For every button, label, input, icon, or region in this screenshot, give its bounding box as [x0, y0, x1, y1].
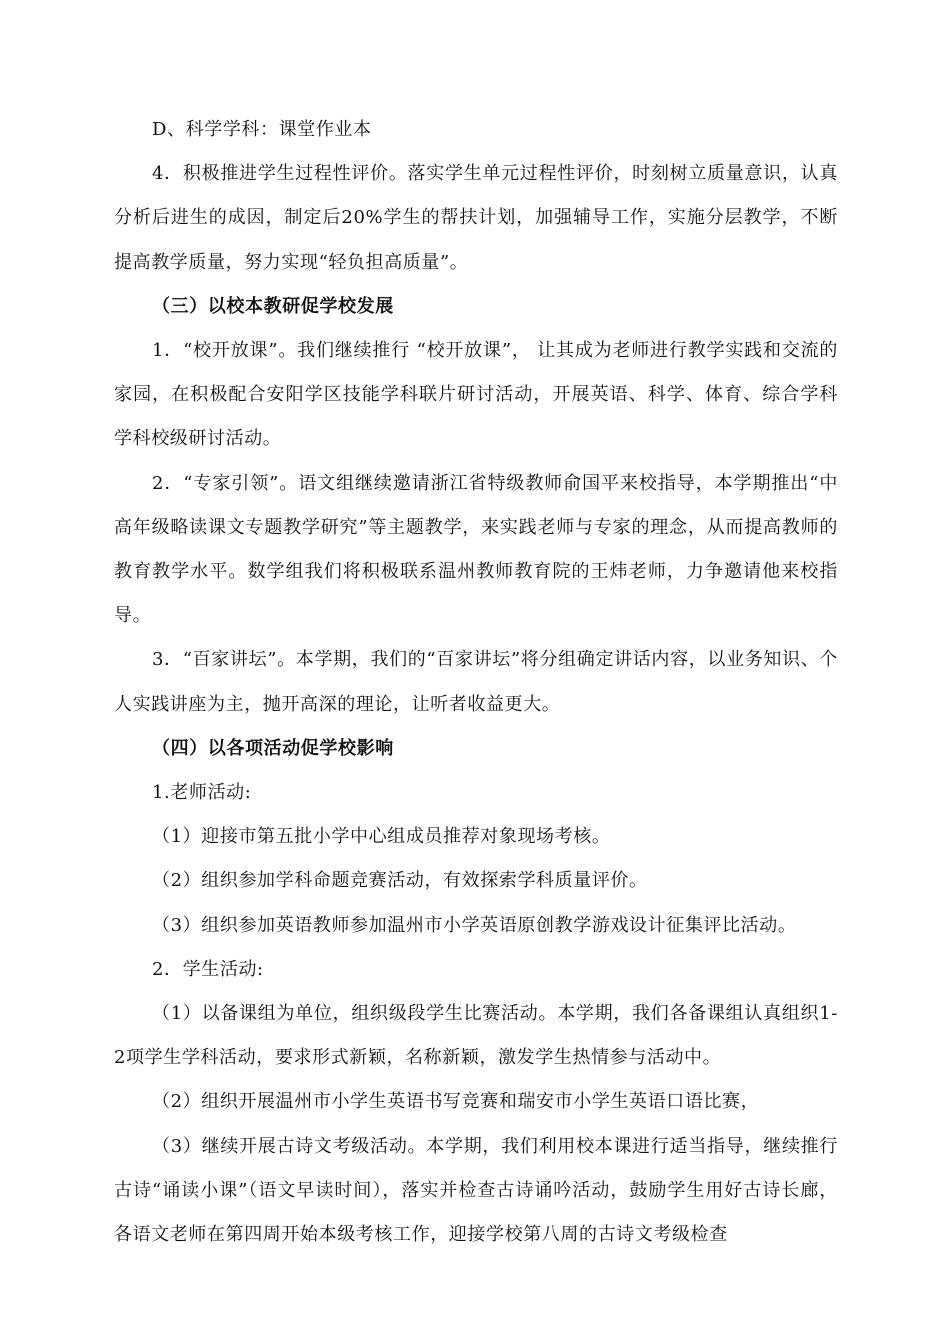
- paragraph-student-activity-2: （2）组织开展温州市小学生英语书写竞赛和瑞安市小学生英语口语比赛，: [152, 1091, 760, 1113]
- paragraph-open-class: 1．“校开放课”。我们继续推行 “校开放课”， 让其成为老师进行教学实践和交流的家园，在积极配合安阳学区技能学科联片研讨活动，开展英语、科学、体育、综合学科学科校级研讨活动。: [114, 340, 838, 450]
- document-body: [114, 108, 838, 1257]
- paragraph-expert-guidance: 2．“专家引领”。语文组继续邀请浙江省特级教师俞国平来校指导，本学期推出“中高年级略读课文专题教学研究”等主题教学，来实践老师与专家的理念，从而提高教师的教育教学水平。数学组我们将积极联系温州教师教育院的王炜老师，力争邀请他来校指导。: [114, 472, 838, 627]
- paragraph-teacher-activity-3: （3）组织参加英语教师参加温州市小学英语原创教学游戏设计征集评比活动。: [152, 914, 797, 936]
- paragraph-student-activities: 2．学生活动:: [152, 958, 264, 980]
- paragraph-student-activity-3: （3）继续开展古诗文考级活动。本学期，我们利用校本课进行适当指导，继续推行古诗“诵读小课”（语文早读时间），落实并检查古诗诵吟活动，鼓励学生用好古诗长廊，各语文老师在第四周开始本级考核工作，迎接学校第八周的古诗文考级检查: [114, 1135, 838, 1246]
- paragraph-teacher-activities: 1.老师活动:: [152, 782, 252, 804]
- section-heading-school-research: （三）以校本教研促学校发展: [152, 295, 394, 317]
- paragraph-teacher-activity-2: （2）组织参加学科命题竞赛活动，有效探索学科质量评价。: [152, 870, 648, 892]
- paragraph-science-homework: D、科学学科：课堂作业本: [152, 119, 372, 140]
- paragraph-teacher-activity-1: （1）迎接市第五批小学中心组成员推荐对象现场考核。: [152, 826, 611, 848]
- paragraph-student-activity-1: （1）以备课组为单位，组织级段学生比赛活动。本学期，我们各备课组认真组织1-2项学生学科活动，要求形式新颖，名称新颖，激发学生热情参与活动中。: [114, 1003, 838, 1069]
- paragraph-process-evaluation: 4．积极推进学生过程性评价。落实学生单元过程性评价，时刻树立质量意识，认真分析后进生的成因，制定后20%学生的帮扶计划，加强辅导工作，实施分层教学，不断提高教学质量，努力实现“轻负担高质量”。: [114, 163, 838, 273]
- paragraph-lecture-forum: 3．“百家讲坛”。本学期，我们的“百家讲坛”将分组确定讲话内容，以业务知识、个人实践讲座为主，抛开高深的理论，让听者收益更大。: [114, 649, 838, 715]
- section-heading-activities: （四）以各项活动促学校影响: [152, 737, 394, 759]
